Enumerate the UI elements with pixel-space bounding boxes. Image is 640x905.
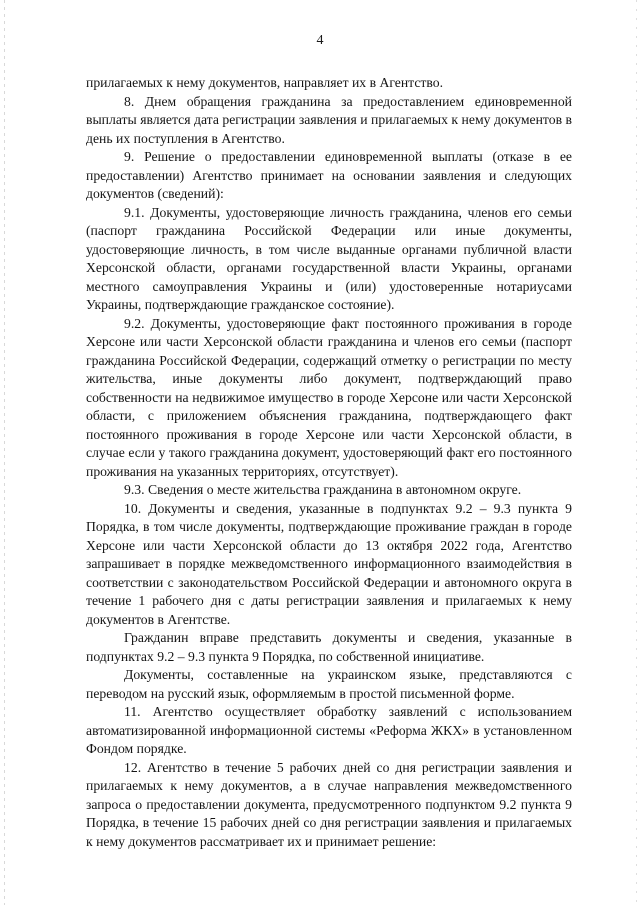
paragraph-9-2: 9.2. Документы, удостоверяющие факт постоянного проживания в городе Херсоне или части Херсонской области гражданина и членов его семьи (паспорт гражданина Российской Федерации, содержащий отметку о регистрации по месту жительства, иные документы либо документ, подтверждающий право собственности на недвижимое имущество в городе Херсоне или части Херсонской области, с приложением объяснения гражданина, подтверждающего факт постоянного проживания в городе Херсоне или части Херсонской области, в случае если у такого гражданина документ, удостоверяющий факт его постоянного проживания на указанных территориях, отсутствует). <box>86 315 572 479</box>
paragraph-9-1: 9.1. Документы, удостоверяющие личность гражданина, членов его семьи (паспорт гражданина Российской Федерации или иные документы, удостоверяющие личность, в том числе выданные органами публичной власти Херсонской области, органами государственной власти Украины, органами местного самоуправления Украины и (или) удостоверенные нотариусами Украины, подтверждающие гражданское состояние). <box>86 204 572 312</box>
paragraph-12: 12. Агентство в течение 5 рабочих дней со дня регистрации заявления и прилагаемых к нему документов, а в случае направления межведомственного запроса о предоставлении документа, предусмотренного подпунктом 9.2 пункта 9 Порядка, в течение 15 рабочих дней со дня регистрации заявления и прилагаемых к нему документов рассматривает их и принимает решение: <box>86 759 572 849</box>
document-body <box>86 74 572 851</box>
paragraph-9-3: 9.3. Сведения о месте жительства гражданина в автономном округе. <box>124 482 522 497</box>
paragraph-10-ukrainian-docs: Документы, составленные на украинском языке, представляются с переводом на русский язык, оформляемым в простой письменной форме. <box>86 667 572 701</box>
paragraph-8: 8. Днем обращения гражданина за предоставлением единовременной выплаты является дата регистрации заявления и прилагаемых к нему документов в день их поступления в Агентство. <box>86 93 572 146</box>
paragraph-11: 11. Агентство осуществляет обработку заявлений с использованием автоматизированной информационной системы «Реформа ЖКХ» в установленном Фондом порядке. <box>86 704 572 756</box>
paragraph-continuation: прилагаемых к нему документов, направляет их в Агентство. <box>86 75 444 90</box>
paragraph-9: 9. Решение о предоставлении единовременной выплаты (отказе в ее предоставлении) Агентство принимает на основании заявления и следующих документов (сведений): <box>86 149 572 201</box>
paragraph-10-citizen-right: Гражданин вправе представить документы и сведения, указанные в подпунктах 9.2 – 9.3 пункта 9 Порядка, по собственной инициативе. <box>86 630 572 664</box>
paragraph-10: 10. Документы и сведения, указанные в подпунктах 9.2 – 9.3 пункта 9 Порядка, в том числе документы, подтверждающие проживание граждан в городе Херсоне или части Херсонской области до 13 октября 2022 года, Агентство запрашивает в порядке межведомственного информационного взаимодействия в соответствии с законодательством Российской Федерации и автономного округа в течение 1 рабочего дня с даты регистрации заявления и прилагаемых к нему документов в Агентстве. <box>86 500 572 627</box>
scan-edge-right <box>636 0 637 905</box>
page-number: 4 <box>316 33 324 48</box>
scan-edge-left <box>4 0 5 905</box>
